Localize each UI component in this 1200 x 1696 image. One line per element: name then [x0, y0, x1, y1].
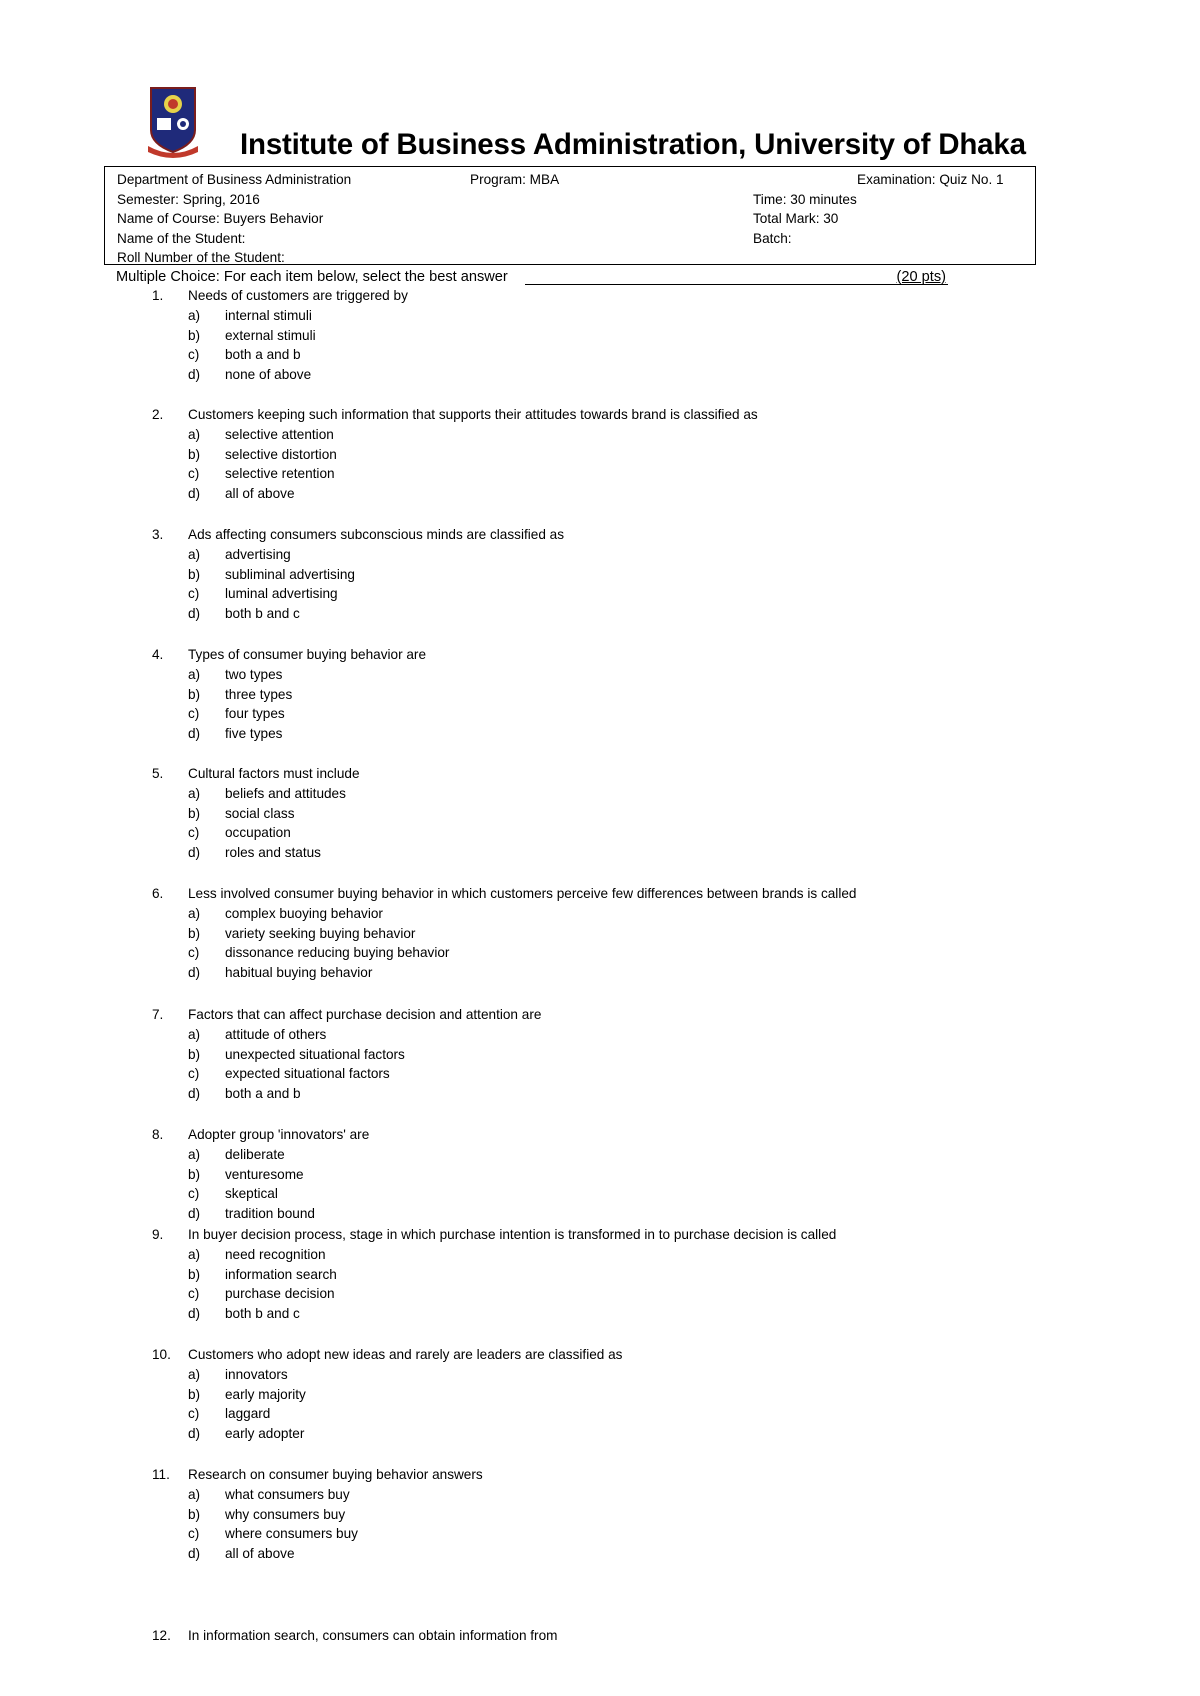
page-title: Institute of Business Administration, University of Dhaka	[240, 128, 1026, 161]
question-number: 9.	[152, 1227, 164, 1242]
answer-option	[0, 1546, 1200, 1566]
section-heading-text: Multiple Choice: For each item below, select the best answer	[116, 269, 508, 285]
question-number: 2.	[152, 407, 164, 422]
option-letter: b)	[188, 1506, 201, 1522]
university-crest-logo	[148, 86, 198, 158]
option-text: habitual buying behavior	[225, 965, 373, 981]
question-number: 4.	[152, 647, 164, 662]
answer-option	[0, 486, 1200, 506]
question-text: Factors that can affect purchase decision and attention are	[188, 1007, 542, 1022]
option-text: occupation	[225, 825, 291, 841]
option-letter: c)	[188, 1526, 200, 1542]
answer-option	[0, 786, 1200, 806]
option-text: laggard	[225, 1406, 271, 1422]
option-letter: d)	[188, 1426, 201, 1442]
student-name-label: Name of the Student:	[117, 231, 246, 246]
answer-option	[0, 347, 1200, 367]
option-text: venturesome	[225, 1166, 304, 1182]
option-letter: b)	[188, 1386, 201, 1402]
answer-option	[0, 466, 1200, 486]
option-text: tradition bound	[225, 1206, 315, 1222]
option-text: attitude of others	[225, 1026, 327, 1042]
answer-option	[0, 945, 1200, 965]
option-letter: b)	[188, 925, 201, 941]
answer-option	[0, 906, 1200, 926]
option-letter: a)	[188, 1366, 201, 1382]
answer-option	[0, 427, 1200, 447]
option-text: selective retention	[225, 466, 335, 482]
answer-option	[0, 1247, 1200, 1267]
option-text: purchase decision	[225, 1286, 335, 1302]
answer-option	[0, 1387, 1200, 1407]
option-text: both a and b	[225, 347, 301, 363]
option-letter: d)	[188, 965, 201, 981]
answer-option	[0, 1507, 1200, 1527]
option-letter: b)	[188, 805, 201, 821]
question-number: 8.	[152, 1127, 164, 1142]
answer-option	[0, 965, 1200, 985]
option-text: why consumers buy	[225, 1506, 346, 1522]
option-text: unexpected situational factors	[225, 1046, 405, 1062]
option-letter: a)	[188, 785, 201, 801]
option-letter: d)	[188, 1206, 201, 1222]
option-letter: b)	[188, 566, 201, 582]
option-text: selective attention	[225, 426, 334, 442]
answer-option	[0, 1027, 1200, 1047]
option-text: social class	[225, 805, 295, 821]
answer-underline	[525, 284, 948, 285]
question-text: In information search, consumers can obtain information from	[188, 1628, 558, 1643]
question-number: 1.	[152, 288, 164, 303]
option-letter: d)	[188, 1086, 201, 1102]
option-letter: d)	[188, 606, 201, 622]
answer-option	[0, 1306, 1200, 1326]
question-text: Types of consumer buying behavior are	[188, 647, 427, 662]
answer-option	[0, 667, 1200, 687]
answer-option	[0, 1147, 1200, 1167]
question-text: In buyer decision process, stage in which purchase intention is transformed in to purchase decision is called	[188, 1227, 837, 1242]
option-letter: c)	[188, 1406, 200, 1422]
exam-info-box	[104, 166, 1036, 265]
answer-option	[0, 606, 1200, 626]
question-text: Less involved consumer buying behavior in which customers perceive few differences between brands is called	[188, 886, 857, 901]
question-number: 12.	[152, 1628, 171, 1643]
option-text: roles and status	[225, 845, 321, 861]
option-letter: b)	[188, 686, 201, 702]
option-text: beliefs and attitudes	[225, 785, 346, 801]
option-text: all of above	[225, 1546, 295, 1562]
answer-option	[0, 328, 1200, 348]
option-letter: c)	[188, 1186, 200, 1202]
answer-option	[0, 586, 1200, 606]
option-text: internal stimuli	[225, 307, 312, 323]
option-text: need recognition	[225, 1246, 326, 1262]
option-letter: b)	[188, 327, 201, 343]
question-text: Research on consumer buying behavior answers	[188, 1467, 483, 1482]
option-text: information search	[225, 1266, 337, 1282]
answer-option	[0, 547, 1200, 567]
course-label: Name of Course: Buyers Behavior	[117, 211, 324, 226]
option-letter: a)	[188, 307, 201, 323]
option-text: early majority	[225, 1386, 306, 1402]
option-text: three types	[225, 686, 293, 702]
option-text: where consumers buy	[225, 1526, 358, 1542]
option-text: five types	[225, 726, 283, 742]
option-text: variety seeking buying behavior	[225, 925, 416, 941]
answer-option	[0, 308, 1200, 328]
option-letter: b)	[188, 1166, 201, 1182]
question-number: 11.	[152, 1467, 170, 1482]
question-number: 6.	[152, 886, 164, 901]
option-letter: c)	[188, 706, 200, 722]
option-text: innovators	[225, 1366, 288, 1382]
option-text: external stimuli	[225, 327, 316, 343]
question-text: Customers keeping such information that supports their attitudes towards brand is classified as	[188, 407, 758, 422]
option-text: both b and c	[225, 1306, 300, 1322]
total-mark-label: Total Mark: 30	[753, 211, 839, 226]
answer-option	[0, 1286, 1200, 1306]
answer-option	[0, 1526, 1200, 1546]
option-letter: b)	[188, 446, 201, 462]
option-letter: d)	[188, 1546, 201, 1562]
option-letter: d)	[188, 486, 201, 502]
option-letter: a)	[188, 666, 201, 682]
question-number: 5.	[152, 766, 164, 781]
answer-option	[0, 1406, 1200, 1426]
question-number: 10.	[152, 1347, 171, 1362]
answer-option	[0, 1487, 1200, 1507]
option-text: dissonance reducing buying behavior	[225, 945, 450, 961]
answer-option	[0, 1186, 1200, 1206]
section-points: (20 pts)	[896, 269, 946, 285]
option-text: luminal advertising	[225, 586, 338, 602]
option-letter: c)	[188, 466, 200, 482]
question-text: Ads affecting consumers subconscious minds are classified as	[188, 527, 565, 542]
option-letter: c)	[188, 825, 200, 841]
answer-option	[0, 845, 1200, 865]
option-text: subliminal advertising	[225, 566, 355, 582]
department-label: Department of Business Administration	[117, 172, 352, 187]
option-text: expected situational factors	[225, 1066, 390, 1082]
answer-option	[0, 1066, 1200, 1086]
answer-option	[0, 1047, 1200, 1067]
answer-option	[0, 567, 1200, 587]
option-letter: c)	[188, 1286, 200, 1302]
answer-option	[0, 825, 1200, 845]
option-letter: c)	[188, 347, 200, 363]
option-letter: c)	[188, 586, 200, 602]
option-text: what consumers buy	[225, 1486, 350, 1502]
answer-option	[0, 726, 1200, 746]
option-text: all of above	[225, 486, 295, 502]
option-letter: c)	[188, 945, 200, 961]
option-letter: d)	[188, 726, 201, 742]
answer-option	[0, 687, 1200, 707]
answer-option	[0, 447, 1200, 467]
semester-label: Semester: Spring, 2016	[117, 192, 260, 207]
option-letter: a)	[188, 1246, 201, 1262]
answer-option	[0, 1167, 1200, 1187]
option-letter: a)	[188, 905, 201, 921]
option-letter: a)	[188, 546, 201, 562]
question-text: Cultural factors must include	[188, 766, 360, 781]
answer-option	[0, 1206, 1200, 1226]
option-letter: d)	[188, 367, 201, 383]
batch-label: Batch:	[753, 231, 792, 246]
option-letter: c)	[188, 1066, 200, 1082]
time-label: Time: 30 minutes	[753, 192, 857, 207]
answer-option	[0, 706, 1200, 726]
option-text: selective distortion	[225, 446, 337, 462]
option-letter: d)	[188, 845, 201, 861]
option-text: advertising	[225, 546, 291, 562]
option-letter: a)	[188, 1026, 201, 1042]
option-text: two types	[225, 666, 283, 682]
option-text: skeptical	[225, 1186, 278, 1202]
answer-option	[0, 367, 1200, 387]
answer-option	[0, 1426, 1200, 1446]
option-letter: b)	[188, 1266, 201, 1282]
question-text: Adopter group 'innovators' are	[188, 1127, 370, 1142]
option-text: none of above	[225, 367, 312, 383]
program-label: Program: MBA	[470, 172, 560, 187]
section-heading	[116, 268, 948, 286]
answer-option	[0, 1367, 1200, 1387]
option-letter: d)	[188, 1306, 201, 1322]
answer-option	[0, 926, 1200, 946]
question-text: Customers who adopt new ideas and rarely are leaders are classified as	[188, 1347, 623, 1362]
question-number: 3.	[152, 527, 164, 542]
option-text: both a and b	[225, 1086, 301, 1102]
answer-option	[0, 806, 1200, 826]
option-text: deliberate	[225, 1146, 285, 1162]
option-letter: a)	[188, 1486, 201, 1502]
option-text: both b and c	[225, 606, 300, 622]
option-letter: b)	[188, 1046, 201, 1062]
option-letter: a)	[188, 426, 201, 442]
roll-number-label: Roll Number of the Student:	[117, 250, 285, 265]
option-text: early adopter	[225, 1426, 305, 1442]
option-text: complex buoying behavior	[225, 905, 383, 921]
examination-label: Examination: Quiz No. 1	[857, 172, 1004, 187]
option-text: four types	[225, 706, 285, 722]
question-text: Needs of customers are triggered by	[188, 288, 408, 303]
option-letter: a)	[188, 1146, 201, 1162]
question-number: 7.	[152, 1007, 164, 1022]
answer-option	[0, 1086, 1200, 1106]
answer-option	[0, 1267, 1200, 1287]
